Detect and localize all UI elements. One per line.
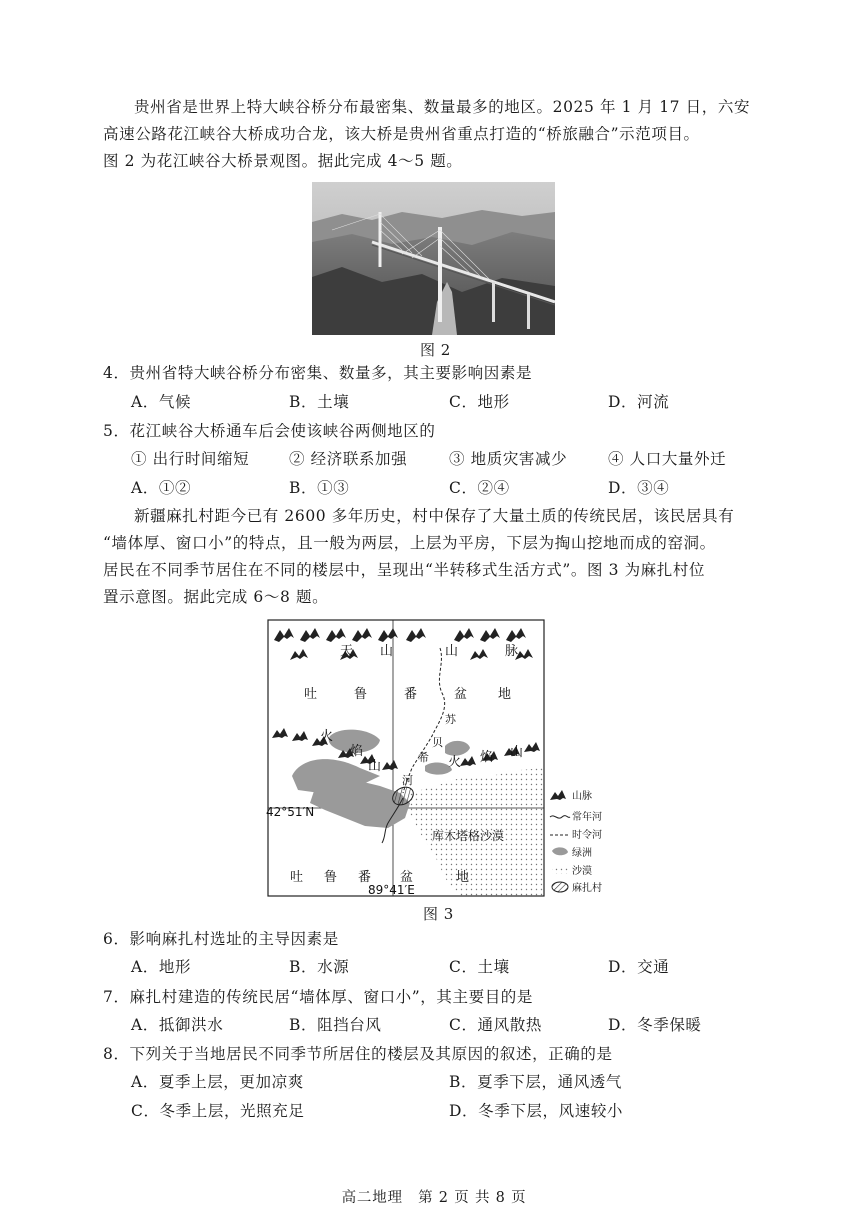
legend-village: 麻扎村 xyxy=(572,883,602,894)
q5-option-d[interactable]: D．③④ xyxy=(608,479,670,497)
label-basin-bottom: 吐 xyxy=(290,870,304,885)
q5-item-4: ④ 人口大量外迁 xyxy=(608,450,727,468)
q7-option-b[interactable]: B．阻挡台风 xyxy=(289,1016,382,1034)
label-shan-right: 山 xyxy=(510,745,524,760)
label-latitude: 42°51′N xyxy=(266,805,315,819)
label-basin-bottom: 地 xyxy=(456,870,470,885)
label-basin-top: 鲁 xyxy=(354,687,368,702)
legend-desert-icon xyxy=(552,866,568,874)
q6-option-a[interactable]: A．地形 xyxy=(131,958,192,976)
q6-option-b[interactable]: B．水源 xyxy=(289,958,350,976)
legend-oasis: 绿洲 xyxy=(572,848,592,859)
q5-item-3: ③ 地质灾害减少 xyxy=(449,450,568,468)
passage-guizhou-bridge xyxy=(103,94,783,175)
legend-oasis-icon xyxy=(552,847,568,855)
label-longitude: 89°41′E xyxy=(368,883,415,897)
page-footer: 高二地理 第 2 页 共 8 页 xyxy=(341,1190,527,1206)
legend-desert: 沙漠 xyxy=(572,866,592,877)
label-basin-bottom: 盆 xyxy=(400,870,414,885)
label-xi: 希 xyxy=(418,751,429,764)
passage-line: 新疆麻扎村距今已有 2600 多年历史，村中保存了大量土质的传统民居，该民居具有 xyxy=(134,507,735,525)
bridge-photo xyxy=(312,182,555,335)
legend-perennial-river-icon xyxy=(550,816,570,819)
legend-village-icon xyxy=(552,882,568,892)
q6-option-c[interactable]: C．土壤 xyxy=(449,958,510,976)
label-yan-right: 焰 xyxy=(480,750,494,765)
legend-mountain-icon xyxy=(550,790,566,800)
q7-option-c[interactable]: C．通风散热 xyxy=(449,1016,542,1034)
label-he: 河 xyxy=(402,774,413,787)
question-6-stem: 6．影响麻扎村选址的主导因素是 xyxy=(103,930,339,948)
label-tian: 天 xyxy=(340,644,354,659)
label-basin-top: 吐 xyxy=(304,687,318,702)
passage-line: “墙体厚、窗口小”的特点，且一般为两层，上层为平房，下层为掏山挖地而成的窑洞。 xyxy=(103,534,716,552)
mazha-location-map xyxy=(260,618,630,898)
question-8-stem: 8．下列关于当地居民不同季节所居住的楼层及其原因的叙述，正确的是 xyxy=(103,1045,613,1063)
label-shan2: 山 xyxy=(445,644,459,659)
passage-line: 置示意图。据此完成 6～8 题。 xyxy=(103,588,329,606)
label-bei: 贝 xyxy=(432,736,443,749)
q5-option-b[interactable]: B．①③ xyxy=(289,479,350,497)
figure2-caption: 图 2 xyxy=(420,341,451,359)
label-basin-top: 盆 xyxy=(454,687,468,702)
map-legend xyxy=(550,789,602,894)
passage-mazha-village xyxy=(103,503,783,611)
passage-line: 贵州省是世界上特大峡谷桥分布最密集、数量最多的地区。2025 年 1 月 17 日，六安 xyxy=(134,98,751,116)
q4-option-c[interactable]: C．地形 xyxy=(449,393,510,411)
passage-line: 图 2 为花江峡谷大桥景观图。据此完成 4～5 题。 xyxy=(103,152,463,170)
q8-option-c[interactable]: C．冬季上层，光照充足 xyxy=(131,1102,305,1120)
q5-option-c[interactable]: C．②④ xyxy=(449,479,510,497)
label-shan1: 山 xyxy=(380,644,394,659)
legend-perennial-river: 常年河 xyxy=(572,812,602,823)
label-shan-left: 山 xyxy=(368,759,382,774)
label-huo-left: 火 xyxy=(320,729,334,744)
legend-seasonal-river: 时令河 xyxy=(572,830,602,841)
q6-option-d[interactable]: D．交通 xyxy=(608,958,670,976)
question-7-stem: 7．麻扎村建造的传统民居“墙体厚、窗口小”，其主要目的是 xyxy=(103,988,534,1006)
label-basin-top: 番 xyxy=(404,687,418,702)
question-4-stem: 4．贵州省特大峡谷桥分布密集、数量多，其主要影响因素是 xyxy=(103,364,533,382)
label-mai: 脉 xyxy=(505,644,519,659)
label-huo-right: 火 xyxy=(448,755,462,770)
q7-option-a[interactable]: A．抵御洪水 xyxy=(131,1016,224,1034)
label-desert: 库木塔格沙漠 xyxy=(432,829,505,843)
q8-option-b[interactable]: B．夏季下层，通风透气 xyxy=(449,1073,622,1091)
label-su: 苏 xyxy=(445,713,456,726)
q7-option-d[interactable]: D．冬季保暖 xyxy=(608,1016,702,1034)
q8-option-a[interactable]: A．夏季上层，更加凉爽 xyxy=(131,1073,304,1091)
label-basin-top: 地 xyxy=(498,687,512,702)
q5-option-a[interactable]: A．①② xyxy=(131,479,192,497)
legend-mountain: 山脉 xyxy=(572,791,592,802)
q4-option-a[interactable]: A．气候 xyxy=(131,393,192,411)
label-basin-bottom: 番 xyxy=(358,870,372,885)
question-5-stem: 5．花江峡谷大桥通车后会使该峡谷两侧地区的 xyxy=(103,422,436,440)
passage-line: 高速公路花江峡谷大桥成功合龙，该大桥是贵州省重点打造的“桥旅融合”示范项目。 xyxy=(103,125,700,143)
q5-item-2: ② 经济联系加强 xyxy=(289,450,408,468)
label-yan-left: 焰 xyxy=(350,744,364,759)
passage-line: 居民在不同季节居住在不同的楼层中，呈现出“半转移式生活方式”。图 3 为麻扎村位 xyxy=(103,561,706,579)
q8-option-d[interactable]: D．冬季下层，风速较小 xyxy=(449,1102,624,1120)
label-basin-bottom: 鲁 xyxy=(324,870,338,885)
q4-option-b[interactable]: B．土壤 xyxy=(289,393,350,411)
figure3-caption: 图 3 xyxy=(423,905,454,923)
q5-item-1: ① 出行时间缩短 xyxy=(131,450,250,468)
q4-option-d[interactable]: D．河流 xyxy=(608,393,670,411)
